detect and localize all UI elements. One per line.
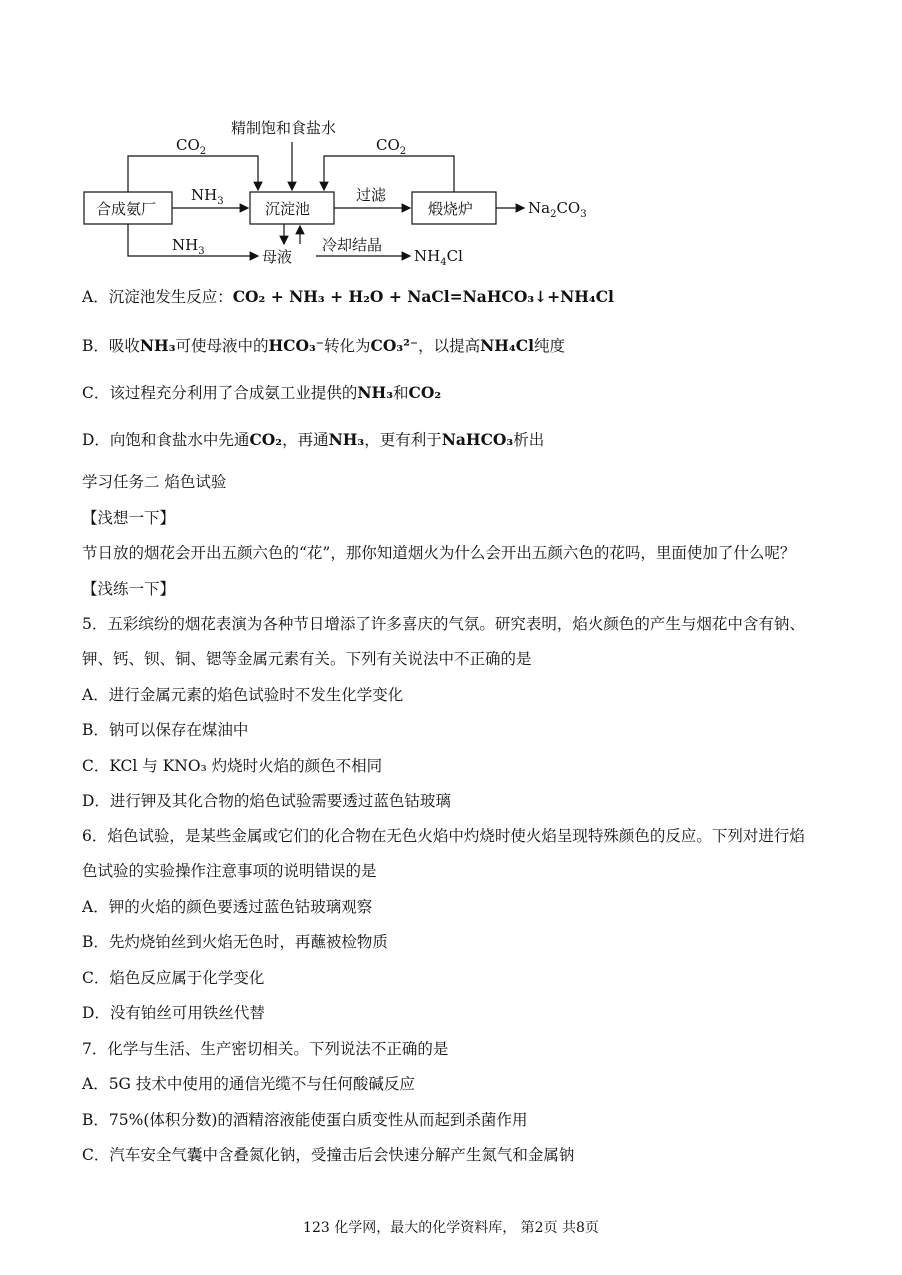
box-ammonia-plant-label: 合成氨厂 xyxy=(96,200,157,218)
q4-option-c: C．该过程充分利用了合成氨工业提供的NH₃和CO₂ xyxy=(82,383,442,402)
label-filter: 过滤 xyxy=(356,186,387,204)
page-footer: 123 化学网，最大的化学资料库， 第2页 共8页 xyxy=(303,1220,599,1236)
label-brine: 精制饱和食盐水 xyxy=(231,119,337,137)
label-co2-left: $CO_2$ xyxy=(176,136,207,157)
q6-option-d: D．没有铂丝可用铁丝代替 xyxy=(82,1004,265,1022)
think-heading: 【浅想一下】 xyxy=(82,509,176,527)
q4-option-a: A．沉淀池发生反应：CO₂ + NH₃ + H₂O + NaCl=NaHCO₃↓+NH₄Cl xyxy=(82,287,614,306)
q6-stem-line1: 6．焰色试验，是某些金属或它们的化合物在无色火焰中灼烧时使火焰呈现特殊颜色的反应。下列对进行焰 xyxy=(82,827,805,845)
practice-heading: 【浅练一下】 xyxy=(82,580,176,598)
q5-option-d: D．进行钾及其化合物的焰色试验需要透过蓝色钴玻璃 xyxy=(82,792,451,810)
q7-option-a: A．5G 技术中使用的通信光缆不与任何酸碱反应 xyxy=(82,1075,415,1093)
label-nh3-top: $NH_3$ xyxy=(191,186,224,207)
q4-option-b: B．吸收NH₃可使母液中的HCO₃⁻转化为CO₃²⁻，以提高NH₄Cl纯度 xyxy=(82,336,565,355)
q6-stem-line2: 色试验的实验操作注意事项的说明错误的是 xyxy=(82,862,377,880)
label-mother-liquor: 母液 xyxy=(262,248,293,266)
label-na2co3: $Na_2CO_3$ xyxy=(528,199,587,220)
process-flow-diagram xyxy=(0,0,902,280)
label-cooling: 冷却结晶 xyxy=(322,236,383,254)
q7-option-b: B．75%(体积分数)的酒精溶液能使蛋白质变性从而起到杀菌作用 xyxy=(82,1111,528,1129)
q5-stem-line1: 5．五彩缤纷的烟花表演为各种节日增添了许多喜庆的气氛。研究表明，焰火颜色的产生与烟花中含有钠、 xyxy=(82,615,805,633)
q5-option-b: B．钠可以保存在煤油中 xyxy=(82,721,249,739)
box-calciner-label: 煅烧炉 xyxy=(428,200,474,218)
box-settling-tank-label: 沉淀池 xyxy=(265,200,311,218)
q5-stem-line2: 钾、钙、钡、铜、锶等金属元素有关。下列有关说法中不正确的是 xyxy=(82,650,532,668)
q6-option-b: B．先灼烧铂丝到火焰无色时，再蘸被检物质 xyxy=(82,933,388,951)
q7-stem: 7．化学与生活、生产密切相关。下列说法不正确的是 xyxy=(82,1040,449,1058)
task2-heading: 学习任务二 焰色试验 xyxy=(82,473,227,491)
q4-option-d: D．向饱和食盐水中先通CO₂，再通NH₃，更有利于NaHCO₃析出 xyxy=(82,430,545,449)
q6-option-c: C．焰色反应属于化学变化 xyxy=(82,969,265,987)
q5-option-c: C．KCl 与 KNO₃ 灼烧时火焰的颜色不相同 xyxy=(82,757,383,775)
label-co2-right: $CO_2$ xyxy=(376,136,407,157)
think-text: 节日放的烟花会开出五颜六色的“花”，那你知道烟火为什么会开出五颜六色的花吗，里面使加了什么呢？ xyxy=(82,544,796,562)
label-nh3-bottom: $NH_3$ xyxy=(172,236,205,257)
q7-option-c: C．汽车安全气囊中含叠氮化钠，受撞击后会快速分解产生氮气和金属钠 xyxy=(82,1146,575,1164)
label-nh4cl: $NH_4Cl$ xyxy=(414,247,463,268)
q5-option-a: A．进行金属元素的焰色试验时不发生化学变化 xyxy=(82,686,404,704)
q6-option-a: A．钾的火焰的颜色要透过蓝色钴玻璃观察 xyxy=(82,898,373,916)
